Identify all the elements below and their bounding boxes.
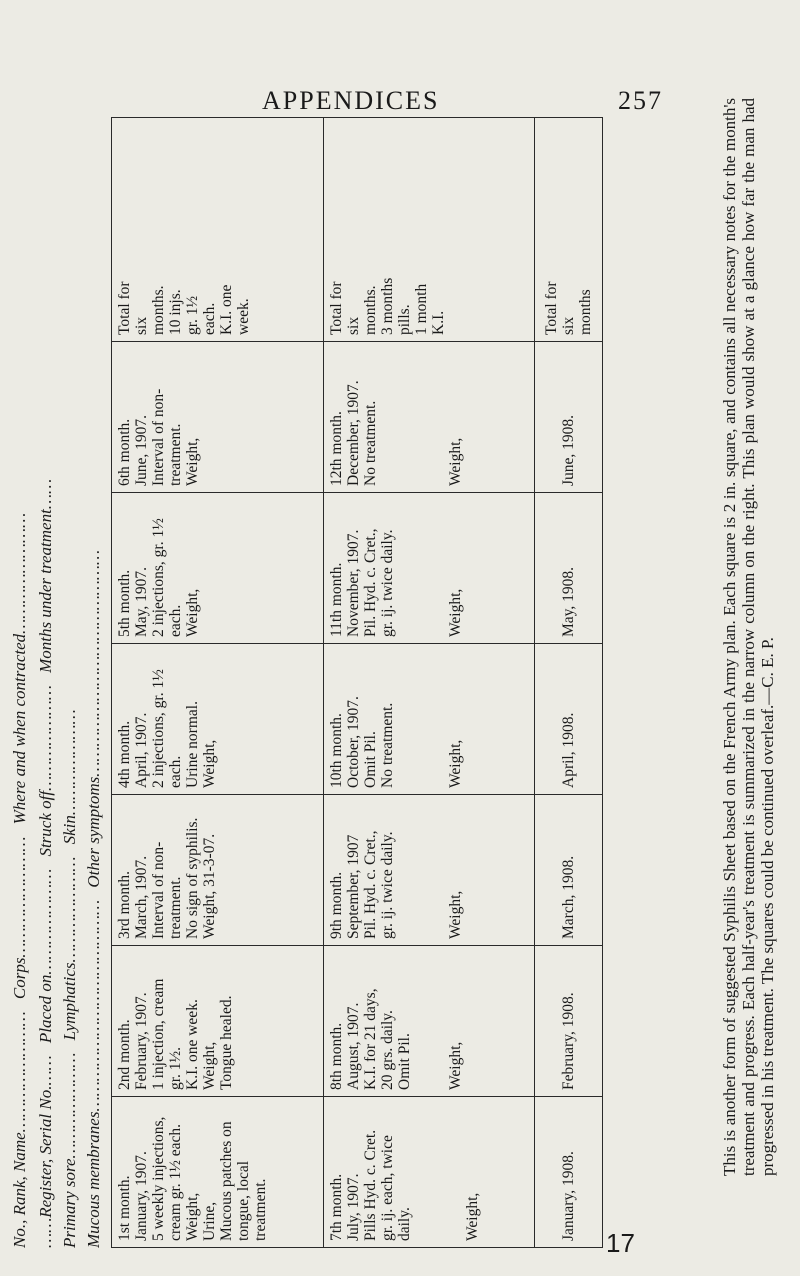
cell-line: Weight, <box>201 739 218 788</box>
total-line: six <box>133 316 150 335</box>
total-line: 10 injs. <box>167 289 184 335</box>
cell-line: Interval of non- <box>150 388 167 486</box>
month-cell <box>535 644 603 795</box>
month-cell <box>112 1097 324 1248</box>
cell-line <box>413 801 430 939</box>
month-cell <box>112 342 324 493</box>
cell-line: Weight, <box>184 588 201 637</box>
cell-line: 4th month. <box>116 720 133 788</box>
cell-line: K.I. one week. <box>184 999 201 1090</box>
cell-line: gr. ij. twice daily. <box>378 529 396 637</box>
cell-line <box>379 348 396 486</box>
cell-line: No treatment. <box>361 400 379 486</box>
table-row <box>323 118 535 1248</box>
form-field-lymphatics: Lymphatics………………… <box>60 856 79 1041</box>
cell-line: June, 1907. <box>133 414 150 486</box>
cell-line <box>413 952 430 1090</box>
cell-line: Weight, 31-3-07. <box>201 833 218 939</box>
form-field-skin: Skin………………… <box>60 709 79 845</box>
cell-line: 5 weekly injections, <box>150 1116 167 1241</box>
cell-line: 20 grs. daily. <box>378 1010 396 1090</box>
month-cell <box>112 493 324 644</box>
total-line: months. <box>150 285 167 335</box>
cell-line: treatment. <box>252 1178 269 1241</box>
total-line: K.I. one <box>218 284 235 335</box>
cell-line: 3rd month. <box>116 870 133 939</box>
cell-line: Interval of non- <box>150 841 167 939</box>
cell-line: April, 1907. <box>133 712 150 788</box>
total-line: months <box>577 289 595 335</box>
cell-line: July, 1907. <box>344 1173 362 1241</box>
cell-line: 9th month. <box>327 871 345 939</box>
cell-line: February, 1907. <box>133 992 150 1090</box>
cell-line <box>430 499 447 637</box>
cell-line: 2 injections, gr. 1½ <box>150 669 167 788</box>
total-line: each. <box>201 302 218 335</box>
form-field-mucous: Mucous membranes…………………………………… <box>84 899 103 1248</box>
cell-line: Mucous patches on <box>218 1121 235 1241</box>
cell-line <box>396 801 413 939</box>
total-line: months. <box>361 285 379 335</box>
cell-line: treatment. <box>167 423 184 486</box>
cell-line: December, 1907. <box>344 380 362 486</box>
form-line-1 <box>10 118 30 1248</box>
form-field-corps: Corps…………………… <box>10 836 29 1000</box>
cell-line: October, 1907. <box>344 696 362 788</box>
caption: This is another form of suggested Syphilis Sheet based on the French Army plan. Each square is 2 in. square, and contains all necessary notes for the month's treatment and progress. Each half-year's treatment is summarized in the narrow column on the right. This plan would show at a glance how far the man had progressed in his treatment. The squares could be continued overleaf.—C. E. P. <box>720 98 777 1176</box>
cell-line: 1st month. <box>116 1175 133 1241</box>
cell-line: Urine, <box>201 1201 218 1241</box>
cell-line: Tongue healed. <box>218 995 235 1090</box>
month-cell <box>323 946 535 1097</box>
cell-line: 12th month. <box>327 411 345 486</box>
cell-line <box>413 1103 430 1241</box>
table-row <box>112 118 324 1248</box>
cell-line <box>413 348 430 486</box>
month-cell <box>112 644 324 795</box>
cell-line: March, 1908. <box>560 855 578 939</box>
signature-mark: 17 <box>606 1228 635 1258</box>
cell-line: February, 1908. <box>560 992 578 1090</box>
form-field-months: Months under treatment…… <box>36 478 55 673</box>
cell-line <box>396 348 413 486</box>
total-line: K.I. <box>429 310 447 335</box>
cell-line: Urine normal. <box>184 701 201 788</box>
cell-line: No treatment. <box>378 702 396 788</box>
month-cell <box>323 795 535 946</box>
cell-line: March, 1907. <box>133 855 150 939</box>
cell-line: 10th month. <box>327 713 345 788</box>
cell-line <box>430 650 447 788</box>
cell-line: Pills Hyd. c. Cret. <box>361 1129 379 1241</box>
cell-line: 11th month. <box>327 562 345 637</box>
page-number: 257 <box>618 86 663 115</box>
cell-line: January, 1908. <box>560 1151 578 1241</box>
cell-line: Weight, <box>201 1041 218 1090</box>
cell-line: each. <box>167 755 184 788</box>
month-cell <box>535 1097 603 1248</box>
month-cell <box>112 946 324 1097</box>
cell-line: May, 1907. <box>133 566 150 637</box>
half-year-total <box>535 118 603 342</box>
cell-line: Weight, <box>184 437 201 486</box>
cell-line: gr. ij. twice daily. <box>378 831 396 939</box>
month-cell <box>323 493 535 644</box>
cell-line: daily. <box>395 1207 413 1241</box>
cell-line: 2nd month. <box>116 1019 133 1090</box>
cell-line <box>396 499 413 637</box>
cell-line <box>430 952 447 1090</box>
month-cell <box>535 493 603 644</box>
month-cell <box>323 1097 535 1248</box>
month-cell <box>535 795 603 946</box>
total-line: 1 month <box>412 283 430 335</box>
cell-line: Weight, <box>184 1192 201 1241</box>
cell-line: Weight, <box>463 1192 481 1241</box>
cell-line: Omit Pil. <box>361 731 379 788</box>
cell-line: Weight, <box>446 588 464 637</box>
form-field-name: No., Rank, Name…………………… <box>10 1011 29 1248</box>
month-cell <box>535 342 603 493</box>
cell-line <box>413 499 430 637</box>
cell-line: August, 1907. <box>344 1002 362 1090</box>
syphilis-sheet <box>111 118 603 1248</box>
treatment-table <box>111 117 603 1248</box>
form-field-primary-sore: Primary sore………………… <box>60 1052 79 1248</box>
cell-line: 7th month. <box>327 1173 345 1241</box>
month-cell <box>323 644 535 795</box>
cell-line: Pil. Hyd. c. Cret., <box>361 830 379 939</box>
cell-line: tongue, local <box>235 1160 252 1241</box>
cell-line: April, 1908. <box>560 712 578 788</box>
total-line: 3 months <box>378 277 396 335</box>
cell-line: Weight, <box>446 437 464 486</box>
cell-line: gr. ij. each, twice <box>378 1135 396 1241</box>
cell-line: cream gr. 1½ each. <box>167 1123 184 1241</box>
cell-line <box>430 348 447 486</box>
form-field-other-symptoms: Other symptoms……………………………………… <box>84 549 103 888</box>
form-field-struck-off: Struck off………………… <box>36 685 55 857</box>
cell-line: Pil. Hyd. c. Cret., <box>361 528 379 637</box>
cell-line <box>413 650 430 788</box>
running-head: APPENDICES <box>262 86 440 115</box>
form-line-4 <box>84 118 104 1248</box>
month-cell <box>535 946 603 1097</box>
total-line: Total for <box>116 281 133 335</box>
month-cell <box>323 342 535 493</box>
cell-line: each. <box>167 604 184 637</box>
cell-line: June, 1908. <box>560 414 578 486</box>
cell-line: 6th month. <box>116 418 133 486</box>
cell-line: 8th month. <box>327 1022 345 1090</box>
total-line: six <box>560 316 578 335</box>
total-line: gr. 1½ <box>184 295 201 335</box>
cell-line: treatment. <box>167 876 184 939</box>
cell-line: September, 1907 <box>344 834 362 939</box>
total-line: six <box>344 316 362 335</box>
cell-line: Weight, <box>446 890 464 939</box>
total-line: Total for <box>543 281 561 335</box>
cell-line: 5th month. <box>116 569 133 637</box>
form-field-contracted: Where and when contracted…………………… <box>10 512 29 825</box>
cell-line <box>430 1103 447 1241</box>
total-line: Total for <box>327 281 345 335</box>
half-year-total <box>112 118 324 342</box>
cell-line: November, 1907. <box>344 529 362 637</box>
cell-line: May, 1908. <box>560 566 578 637</box>
cell-line <box>447 1103 464 1241</box>
cell-line <box>396 650 413 788</box>
cell-line: gr. 1½. <box>167 1046 184 1090</box>
half-year-total <box>323 118 535 342</box>
table-row <box>535 118 603 1248</box>
form-line-3 <box>60 118 80 1248</box>
form-field-placed-on: Placed on………………… <box>36 868 55 1044</box>
cell-line: Weight, <box>446 1041 464 1090</box>
cell-line: Weight, <box>446 739 464 788</box>
total-line: week. <box>235 298 252 335</box>
form-line-2 <box>36 118 56 1248</box>
total-line: pills. <box>395 304 413 335</box>
cell-line: 2 injections, gr. 1½ <box>150 518 167 637</box>
cell-line: 1 injection, cream <box>150 978 167 1090</box>
cell-line: Omit Pil. <box>395 1033 413 1090</box>
month-cell <box>112 795 324 946</box>
form-field-register: ……Register, Serial No.…… <box>36 1055 55 1248</box>
cell-line: No sign of syphilis. <box>184 817 201 939</box>
cell-line: January, 1907. <box>133 1151 150 1241</box>
cell-line: K.I. for 21 days, <box>361 988 379 1090</box>
cell-line <box>430 801 447 939</box>
